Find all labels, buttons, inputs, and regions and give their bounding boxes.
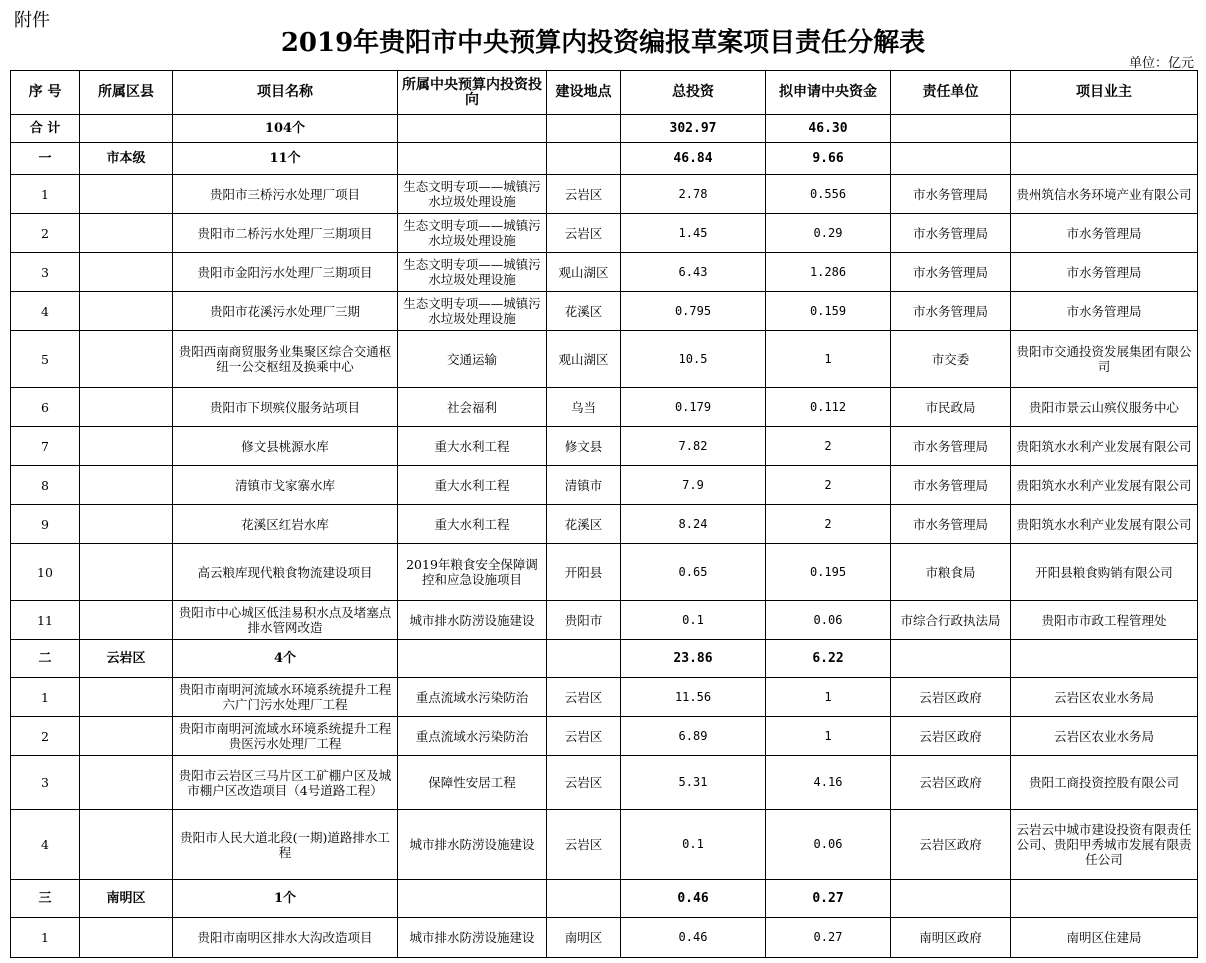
responsible-unit-cell: 云岩区政府 [891,717,1011,756]
total-investment-cell: 46.84 [621,143,766,175]
district-cell: 市本级 [80,143,173,175]
project-owner-cell: 云岩区农业水务局 [1011,717,1198,756]
responsible-unit-cell: 市粮食局 [891,544,1011,601]
central-funds-cell: 0.556 [766,175,891,214]
table-row [11,466,1198,505]
project-table [10,70,1198,958]
investment-direction-cell [398,640,547,678]
project-name-cell: 高云粮库现代粮食物流建设项目 [173,544,398,601]
investment-direction-cell: 生态文明专项——城镇污水垃圾处理设施 [398,253,547,292]
district-cell [80,678,173,717]
project-name-cell: 贵阳市金阳污水处理厂三期项目 [173,253,398,292]
subtotal-row [11,115,1198,143]
page-title: 2019年贵阳市中央预算内投资编报草案项目责任分解表 [280,28,926,58]
total-investment-cell: 23.86 [621,640,766,678]
total-investment-cell: 0.1 [621,810,766,880]
location-cell: 云岩区 [547,810,621,880]
district-cell [80,918,173,958]
seq-cell: 1 [11,918,80,958]
location-cell: 云岩区 [547,678,621,717]
table-row [11,918,1198,958]
table-row [11,678,1198,717]
investment-direction-cell: 城市排水防涝设施建设 [398,918,547,958]
project-name-cell: 修文县桃源水库 [173,427,398,466]
project-name-cell: 清镇市戈家寨水库 [173,466,398,505]
responsible-unit-cell: 市水务管理局 [891,292,1011,331]
table-header-row [11,71,1198,115]
table-row [11,331,1198,388]
investment-direction-cell: 2019年粮食安全保障调控和应急设施项目 [398,544,547,601]
location-cell: 云岩区 [547,175,621,214]
seq-cell: 合 计 [11,115,80,143]
project-name-cell: 贵阳市云岩区三马片区工矿棚户区及城市棚户区改造项目（4号道路工程） [173,756,398,810]
central-funds-cell: 0.29 [766,214,891,253]
header-total-investment: 总投资 [621,71,766,115]
responsible-unit-cell: 市水务管理局 [891,427,1011,466]
table-row [11,214,1198,253]
district-cell: 云岩区 [80,640,173,678]
header-investment-direction: 所属中央预算内投资投向 [398,71,547,115]
project-owner-cell: 贵阳筑水水利产业发展有限公司 [1011,505,1198,544]
table-body [11,115,1198,958]
subtotal-row [11,880,1198,918]
district-cell [80,388,173,427]
project-owner-cell [1011,640,1198,678]
seq-cell: 一 [11,143,80,175]
central-funds-cell: 2 [766,427,891,466]
project-name-cell: 贵阳市南明区排水大沟改造项目 [173,918,398,958]
investment-direction-cell: 重大水利工程 [398,427,547,466]
location-cell [547,115,621,143]
investment-direction-cell: 交通运输 [398,331,547,388]
location-cell: 观山湖区 [547,331,621,388]
location-cell: 花溪区 [547,292,621,331]
header-central-funds: 拟申请中央资金 [766,71,891,115]
seq-cell: 3 [11,253,80,292]
project-name-cell: 贵阳市人民大道北段(一期)道路排水工程 [173,810,398,880]
responsible-unit-cell [891,115,1011,143]
total-investment-cell: 0.46 [621,918,766,958]
project-name-cell: 1个 [173,880,398,918]
table-row [11,505,1198,544]
central-funds-cell: 1 [766,717,891,756]
table-row [11,388,1198,427]
project-owner-cell: 贵阳筑水水利产业发展有限公司 [1011,427,1198,466]
table-row [11,253,1198,292]
table-row [11,810,1198,880]
total-investment-cell: 2.78 [621,175,766,214]
investment-direction-cell: 重大水利工程 [398,466,547,505]
header-district: 所属区县 [80,71,173,115]
central-funds-cell: 0.195 [766,544,891,601]
total-investment-cell: 302.97 [621,115,766,143]
subtotal-row [11,143,1198,175]
project-owner-cell: 云岩云中城市建设投资有限责任公司、贵阳甲秀城市发展有限责任公司 [1011,810,1198,880]
header-seq: 序 号 [11,71,80,115]
seq-cell: 2 [11,717,80,756]
central-funds-cell: 0.159 [766,292,891,331]
table-row [11,717,1198,756]
project-name-cell: 4个 [173,640,398,678]
seq-cell: 4 [11,810,80,880]
district-cell [80,505,173,544]
district-cell [80,466,173,505]
total-investment-cell: 0.795 [621,292,766,331]
responsible-unit-cell: 市水务管理局 [891,175,1011,214]
central-funds-cell: 4.16 [766,756,891,810]
total-investment-cell: 0.46 [621,880,766,918]
project-owner-cell: 市水务管理局 [1011,214,1198,253]
central-funds-cell: 2 [766,505,891,544]
responsible-unit-cell: 市水务管理局 [891,466,1011,505]
central-funds-cell: 0.06 [766,601,891,640]
attachment-label: 附件 [14,10,50,31]
table-row [11,756,1198,810]
responsible-unit-cell: 市交委 [891,331,1011,388]
location-cell: 贵阳市 [547,601,621,640]
district-cell [80,292,173,331]
project-owner-cell: 南明区住建局 [1011,918,1198,958]
investment-direction-cell: 重点流域水污染防治 [398,717,547,756]
district-cell [80,810,173,880]
location-cell: 开阳县 [547,544,621,601]
table-row [11,292,1198,331]
responsible-unit-cell [891,640,1011,678]
project-name-cell: 贵阳市花溪污水处理厂三期 [173,292,398,331]
district-cell [80,214,173,253]
project-owner-cell: 贵阳筑水水利产业发展有限公司 [1011,466,1198,505]
project-name-cell: 贵阳市三桥污水处理厂项目 [173,175,398,214]
district-cell [80,331,173,388]
seq-cell: 8 [11,466,80,505]
location-cell: 云岩区 [547,756,621,810]
total-investment-cell: 0.1 [621,601,766,640]
project-owner-cell [1011,143,1198,175]
table-row [11,601,1198,640]
total-investment-cell: 6.89 [621,717,766,756]
district-cell: 南明区 [80,880,173,918]
investment-direction-cell: 生态文明专项——城镇污水垃圾处理设施 [398,214,547,253]
total-investment-cell: 7.82 [621,427,766,466]
unit-label: 单位：亿元 [1128,56,1194,71]
header-location: 建设地点 [547,71,621,115]
investment-direction-cell: 城市排水防涝设施建设 [398,601,547,640]
project-owner-cell: 贵阳市交通投资发展集团有限公司 [1011,331,1198,388]
seq-cell: 7 [11,427,80,466]
location-cell [547,640,621,678]
seq-cell: 三 [11,880,80,918]
responsible-unit-cell: 南明区政府 [891,918,1011,958]
central-funds-cell: 1 [766,331,891,388]
investment-direction-cell: 重大水利工程 [398,505,547,544]
project-owner-cell: 贵阳工商投资控股有限公司 [1011,756,1198,810]
responsible-unit-cell: 市水务管理局 [891,214,1011,253]
project-owner-cell: 贵阳市市政工程管理处 [1011,601,1198,640]
project-owner-cell: 市水务管理局 [1011,253,1198,292]
location-cell: 云岩区 [547,214,621,253]
header-responsible-unit: 责任单位 [891,71,1011,115]
district-cell [80,115,173,143]
project-name-cell: 花溪区红岩水库 [173,505,398,544]
investment-direction-cell: 保障性安居工程 [398,756,547,810]
location-cell: 观山湖区 [547,253,621,292]
investment-direction-cell [398,143,547,175]
central-funds-cell: 46.30 [766,115,891,143]
total-investment-cell: 11.56 [621,678,766,717]
district-cell [80,427,173,466]
project-owner-cell [1011,880,1198,918]
central-funds-cell: 9.66 [766,143,891,175]
table-row [11,175,1198,214]
district-cell [80,253,173,292]
central-funds-cell: 2 [766,466,891,505]
district-cell [80,756,173,810]
location-cell: 清镇市 [547,466,621,505]
responsible-unit-cell [891,143,1011,175]
seq-cell: 二 [11,640,80,678]
location-cell [547,143,621,175]
investment-direction-cell [398,880,547,918]
investment-direction-cell: 社会福利 [398,388,547,427]
total-investment-cell: 8.24 [621,505,766,544]
project-name-cell: 贵阳市南明河流域水环境系统提升工程六广门污水处理厂工程 [173,678,398,717]
seq-cell: 3 [11,756,80,810]
table-row [11,427,1198,466]
location-cell: 花溪区 [547,505,621,544]
project-name-cell: 贵阳市下坝殡仪服务站项目 [173,388,398,427]
central-funds-cell: 0.112 [766,388,891,427]
investment-direction-cell: 重点流域水污染防治 [398,678,547,717]
seq-cell: 4 [11,292,80,331]
district-cell [80,175,173,214]
header-project-name: 项目名称 [173,71,398,115]
district-cell [80,717,173,756]
responsible-unit-cell: 市民政局 [891,388,1011,427]
total-investment-cell: 1.45 [621,214,766,253]
central-funds-cell: 1 [766,678,891,717]
total-investment-cell: 10.5 [621,331,766,388]
location-cell: 修文县 [547,427,621,466]
total-investment-cell: 5.31 [621,756,766,810]
total-investment-cell: 0.65 [621,544,766,601]
location-cell: 乌当 [547,388,621,427]
central-funds-cell: 6.22 [766,640,891,678]
responsible-unit-cell: 云岩区政府 [891,678,1011,717]
central-funds-cell: 0.27 [766,918,891,958]
total-investment-cell: 7.9 [621,466,766,505]
subtotal-row [11,640,1198,678]
responsible-unit-cell: 市综合行政执法局 [891,601,1011,640]
total-investment-cell: 0.179 [621,388,766,427]
table-row [11,544,1198,601]
investment-direction-cell [398,115,547,143]
seq-cell: 9 [11,505,80,544]
project-name-cell: 11个 [173,143,398,175]
location-cell: 南明区 [547,918,621,958]
central-funds-cell: 0.06 [766,810,891,880]
central-funds-cell: 1.286 [766,253,891,292]
responsible-unit-cell [891,880,1011,918]
seq-cell: 11 [11,601,80,640]
responsible-unit-cell: 云岩区政府 [891,810,1011,880]
project-name-cell: 贵阳市中心城区低洼易积水点及堵塞点排水管网改造 [173,601,398,640]
seq-cell: 1 [11,678,80,717]
project-owner-cell: 贵州筑信水务环境产业有限公司 [1011,175,1198,214]
seq-cell: 10 [11,544,80,601]
responsible-unit-cell: 市水务管理局 [891,253,1011,292]
project-name-cell: 贵阳市二桥污水处理厂三期项目 [173,214,398,253]
investment-direction-cell: 生态文明专项——城镇污水垃圾处理设施 [398,175,547,214]
district-cell [80,544,173,601]
project-owner-cell [1011,115,1198,143]
seq-cell: 6 [11,388,80,427]
investment-direction-cell: 城市排水防涝设施建设 [398,810,547,880]
project-name-cell: 贵阳西南商贸服务业集聚区综合交通枢纽一公交枢纽及换乘中心 [173,331,398,388]
location-cell: 云岩区 [547,717,621,756]
seq-cell: 1 [11,175,80,214]
total-investment-cell: 6.43 [621,253,766,292]
responsible-unit-cell: 云岩区政府 [891,756,1011,810]
seq-cell: 2 [11,214,80,253]
seq-cell: 5 [11,331,80,388]
project-name-cell: 贵阳市南明河流域水环境系统提升工程贵医污水处理厂工程 [173,717,398,756]
header-project-owner: 项目业主 [1011,71,1198,115]
project-owner-cell: 市水务管理局 [1011,292,1198,331]
project-owner-cell: 贵阳市景云山殡仪服务中心 [1011,388,1198,427]
project-name-cell: 104个 [173,115,398,143]
project-owner-cell: 云岩区农业水务局 [1011,678,1198,717]
district-cell [80,601,173,640]
project-owner-cell: 开阳县粮食购销有限公司 [1011,544,1198,601]
central-funds-cell: 0.27 [766,880,891,918]
location-cell [547,880,621,918]
investment-direction-cell: 生态文明专项——城镇污水垃圾处理设施 [398,292,547,331]
responsible-unit-cell: 市水务管理局 [891,505,1011,544]
